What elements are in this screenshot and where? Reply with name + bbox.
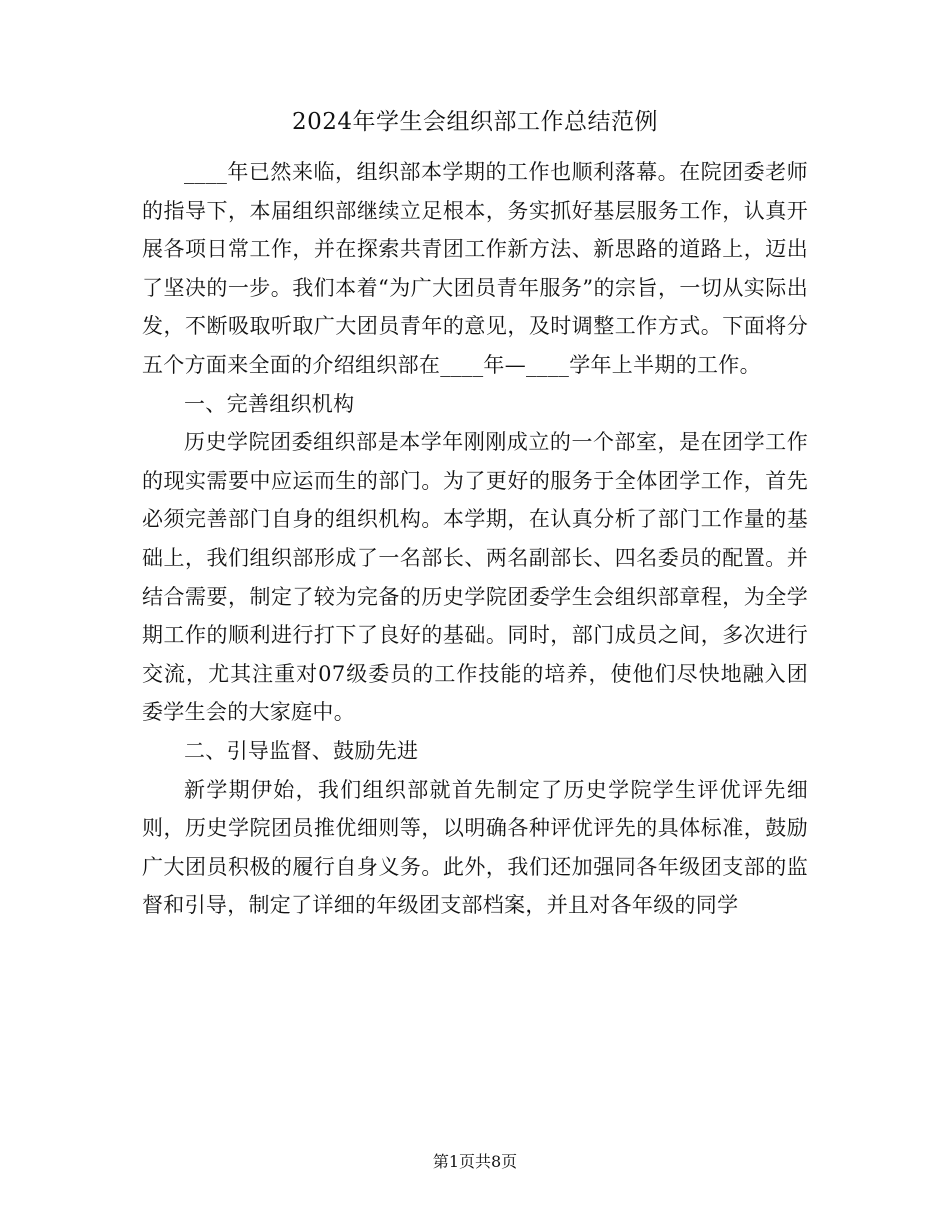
intro-paragraph: ____年已然来临，组织部本学期的工作也顺利落幕。在院团委老师的指导下，本届组织部继续立足根本，务实抓好基层服务工作，认真开展各项日常工作，并在探索共青团工作新方法、新思路的道路上，迈出了坚决的一步。我们本着“为广大团员青年服务”的宗旨，一切从实际出发，不断吸取听取广大团员青年的意见，及时调整工作方式。下面将分五个方面来全面的介绍组织部在____年—____学年上半期的工作。 bbox=[142, 160, 808, 377]
page-number: 第1页共8页 bbox=[432, 1152, 518, 1171]
section-heading-2: 二、引导监督、鼓励先进 bbox=[184, 738, 419, 763]
section-heading-1: 一、完善组织机构 bbox=[184, 391, 355, 416]
section-paragraph-2: 新学期伊始，我们组织部就首先制定了历史学院学生评优评先细则，历史学院团员推优细则等，以明确各种评优评先的具体标准，鼓励广大团员积极的履行自身义务。此外，我们还加强同各年级团支部的监督和引导，制定了详细的年级团支部档案，并且对各年级的同学 bbox=[142, 777, 808, 918]
document-title: 2024年学生会组织部工作总结范例 bbox=[291, 109, 659, 135]
section-paragraph-1: 历史学院团委组织部是本学年刚刚成立的一个部室，是在团学工作的现实需要中应运而生的部门。为了更好的服务于全体团学工作，首先必须完善部门自身的组织机构。本学期，在认真分析了部门工作量的基础上，我们组织部形成了一名部长、两名副部长、四名委员的配置。并结合需要，制定了较为完备的历史学院团委学生会组织部章程，为全学期工作的顺利进行打下了良好的基础。同时，部门成员之间，多次进行交流，尤其注重对07级委员的工作技能的培养，使他们尽快地融入团委学生会的大家庭中。 bbox=[142, 430, 808, 725]
document-body bbox=[142, 153, 808, 925]
